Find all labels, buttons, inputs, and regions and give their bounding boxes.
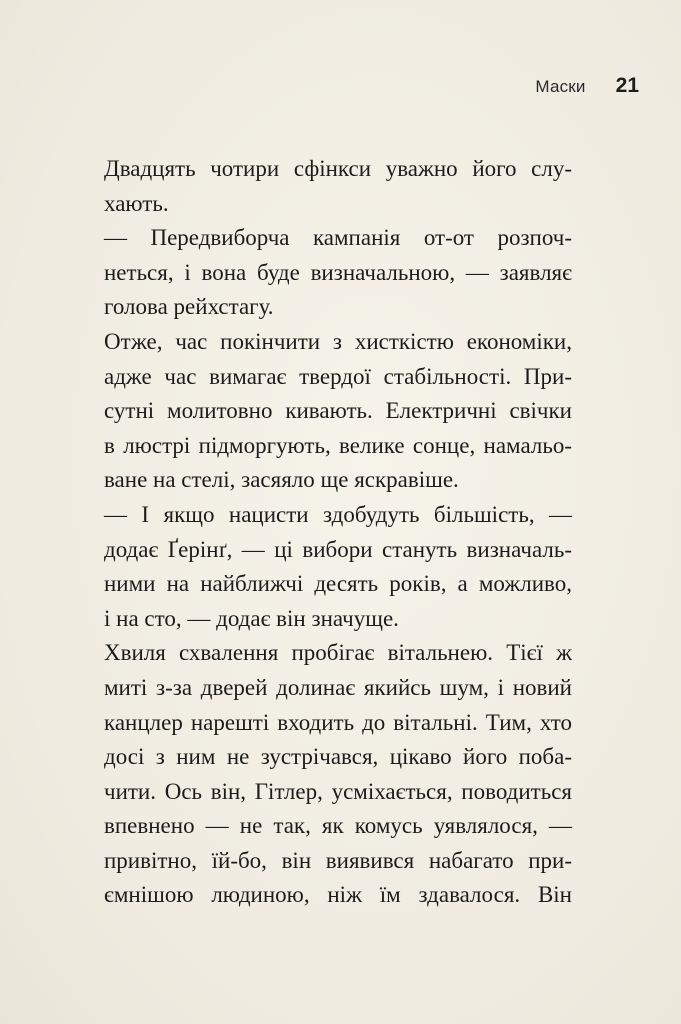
running-title: Маски (535, 77, 586, 96)
text-line: канцлер нарешті входить до вітальні. Тим, хто (104, 709, 572, 735)
text-line: Двадцять чотири сфінкси уважно його слу- (104, 156, 572, 181)
text-line: в люстрі підморгують, велике сонце, намальо- (104, 432, 572, 458)
text-line: Отже, час покінчити з хисткістю економіки, (104, 328, 572, 354)
text-line: — Передвиборча кампанія от-от розпоч- (104, 225, 572, 251)
text-line: чити. Ось він, Гітлер, усміхається, поводиться (104, 778, 572, 804)
text-line: ване на стелі, засяяло ще яскравіше. (104, 467, 459, 493)
text-line: миті з-за дверей долинає якийсь шум, і новий (104, 674, 572, 700)
text-line: голова рейхстагу. (104, 294, 274, 320)
page-number: 21 (615, 74, 639, 97)
text-line: впевнено — не так, як комусь уявлялося, — (104, 813, 572, 839)
text-line: сутні молитовно кивають. Електричні свічки (104, 398, 572, 424)
body-text (104, 152, 572, 913)
text-line: і на сто, — додає він значуще. (104, 605, 399, 631)
page-header (535, 74, 639, 98)
text-line: привітно, їй-бо, він виявився набагато при- (104, 847, 572, 873)
text-line: хають. (104, 190, 169, 216)
text-line: Хвиля схвалення пробігає вітальнею. Тієї ж (104, 640, 572, 666)
text-line: ними на найближчі десять років, а можливо, (104, 571, 572, 597)
text-line: — І якщо нацисти здобудуть більшість, — (104, 501, 572, 527)
text-line: досі з ним не зустрічався, цікаво його поба- (104, 744, 572, 770)
text-line: адже час вимагає твердої стабільності. При- (104, 363, 572, 389)
text-line: неться, і вона буде визначальною, — заявляє (104, 259, 572, 285)
text-line: ємнішою людиною, ніж їм здавалося. Він (104, 882, 572, 908)
text-line: додає Ґерінґ, — ці вибори стануть визначаль- (104, 536, 572, 562)
